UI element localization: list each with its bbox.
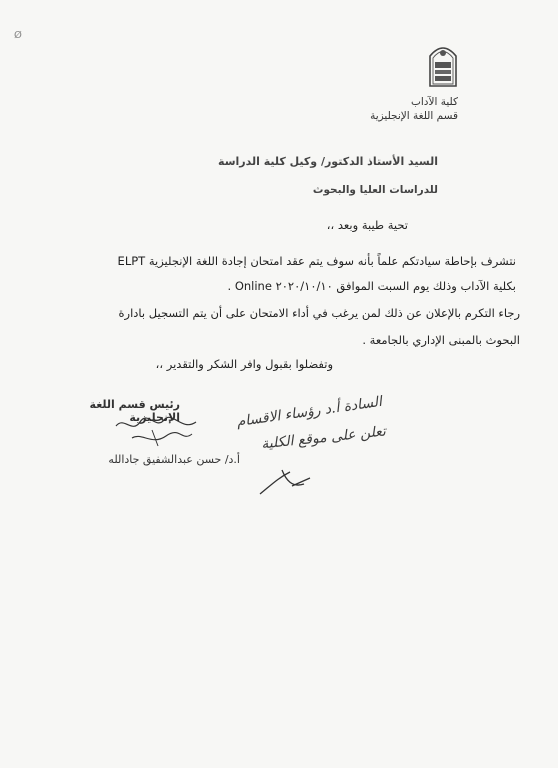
body-paragraph-2-line-2: البحوث بالمبنى الإداري بالجامعة . bbox=[362, 333, 520, 347]
page-corner-mark: Ø bbox=[14, 30, 22, 41]
body-paragraph-1-line-1: نتشرف بإحاطة سيادتكم علماً بأنه سوف يتم عقد امتحان إجادة اللغة الإنجليزية ELPT bbox=[117, 254, 516, 268]
closing-line: وتفضلوا بقبول وافر الشكر والتقدير ،، bbox=[155, 357, 333, 371]
signatory-name: أ.د/ حسن عبدالشفيق جادالله bbox=[108, 453, 240, 466]
faculty-name: كلية الآداب bbox=[411, 96, 458, 108]
handwritten-note-line-1: السادة أ.د رؤساء الاقسام bbox=[235, 393, 383, 431]
addressee-line: السيد الأستاذ الدكتور/ وكيل كلية الدراسة bbox=[218, 155, 438, 168]
handwritten-note-line-2: تعلن على موقع الكلية bbox=[260, 423, 387, 453]
addressee-office: للدراسات العليا والبحوث bbox=[312, 184, 438, 196]
handwritten-initials bbox=[256, 464, 316, 500]
body-paragraph-1-line-2: بكلية الآداب وذلك يوم السبت الموافق ٢٠٢٠/١٠/١٠ Online . bbox=[227, 279, 516, 293]
signatory-title: رئيس قسم اللغة الإنجليزية bbox=[89, 398, 180, 424]
university-logo bbox=[426, 38, 460, 88]
greeting: تحية طيبة وبعد ،، bbox=[326, 218, 408, 232]
department-name: قسم اللغة الإنجليزية bbox=[370, 110, 458, 122]
handwritten-signature bbox=[112, 412, 202, 452]
body-paragraph-2-line-1: رجاء التكرم بالإعلان عن ذلك لمن يرغب في أداء الامتحان على أن يتم التسجيل بادارة bbox=[118, 306, 520, 320]
